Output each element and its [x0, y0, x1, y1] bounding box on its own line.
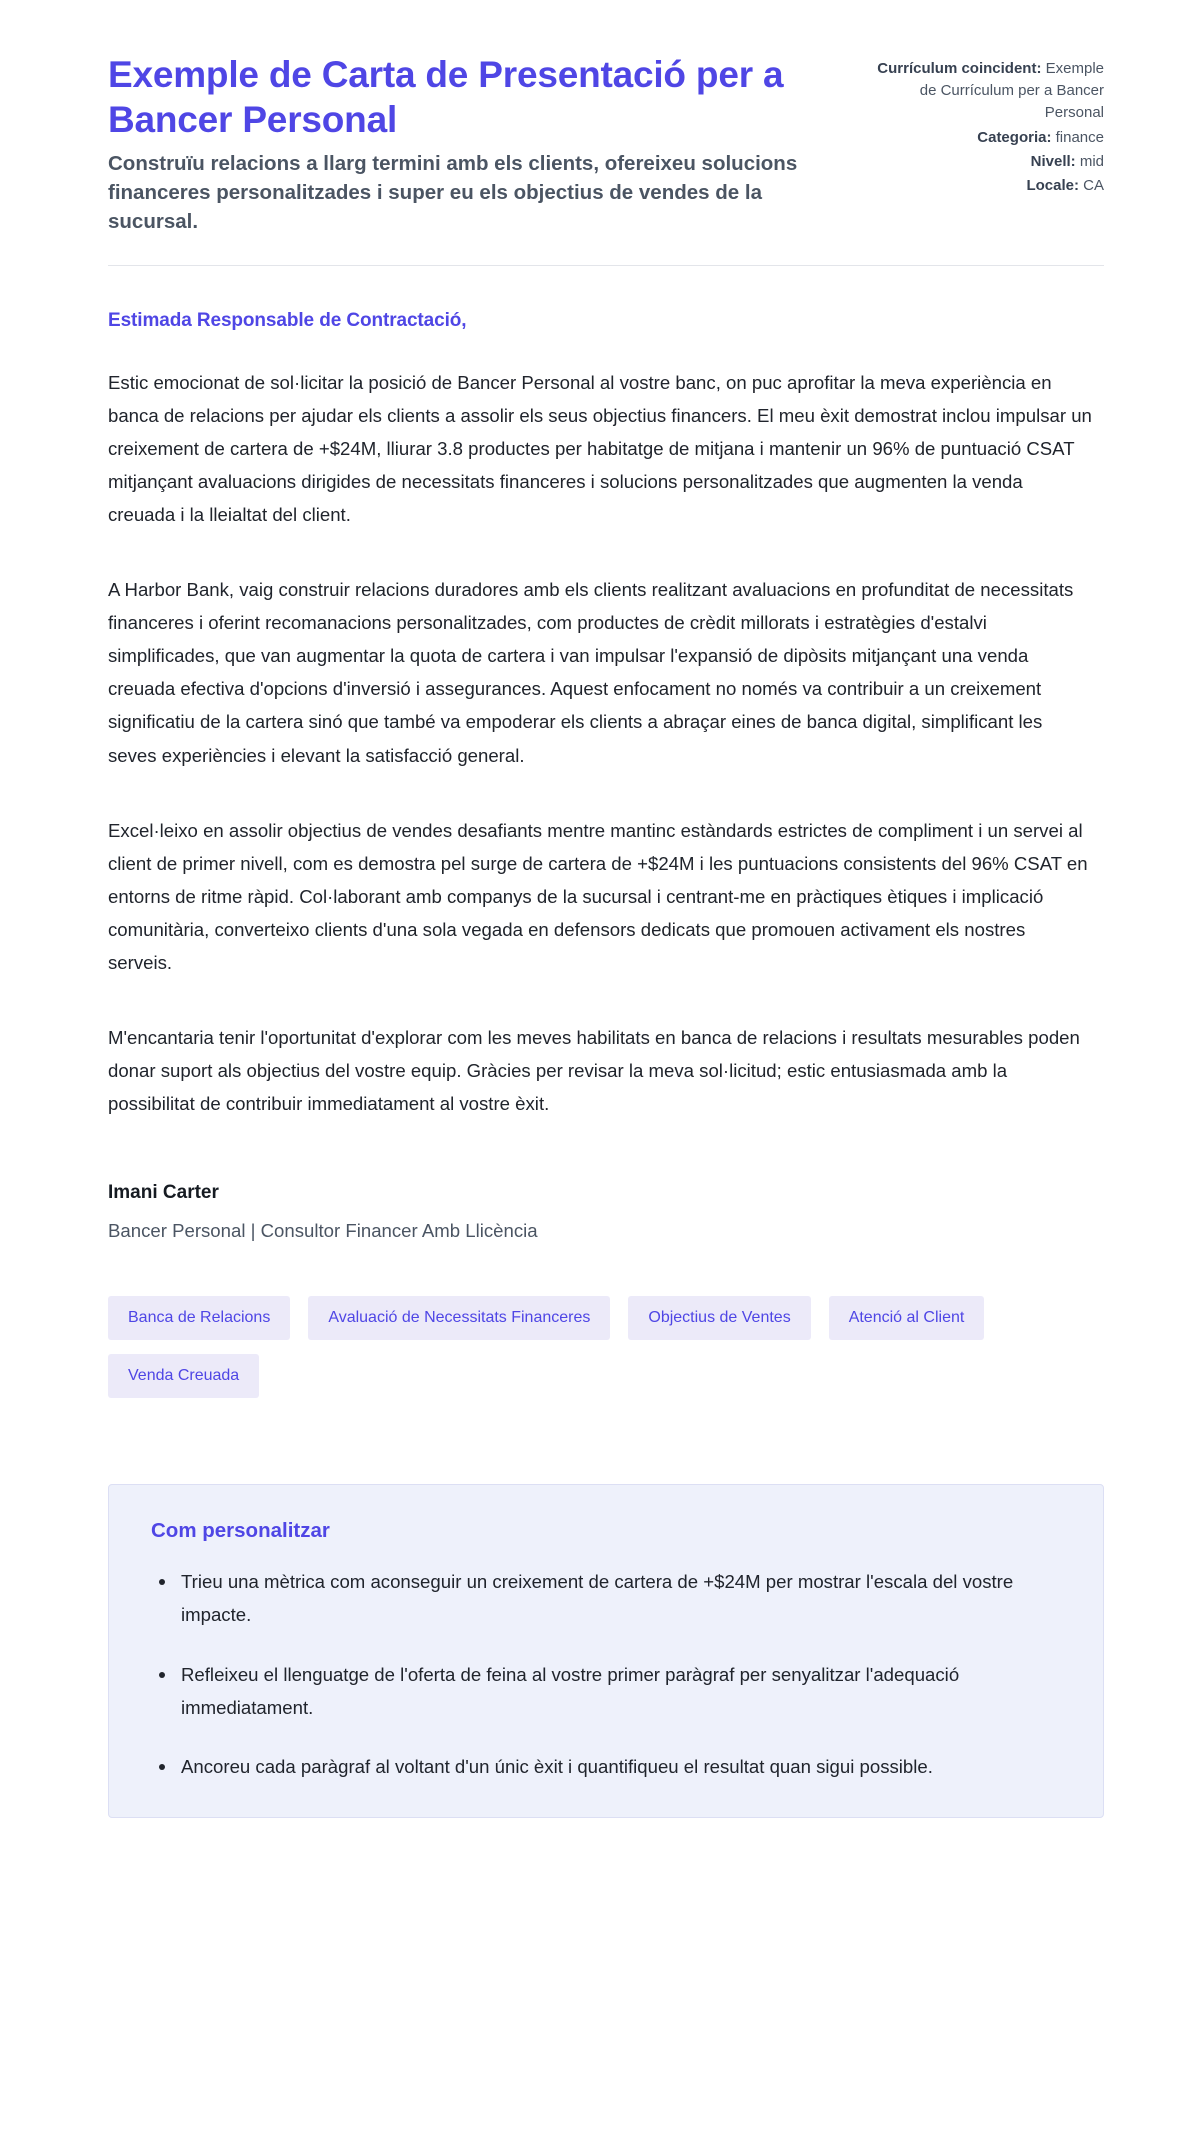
letter-paragraph: Excel·leixo en assolir objectius de vendes desafiants mentre mantinc estàndards estrictes de compliment i un servei al client de primer nivell, com es demostra pel surge de cartera de +$24M i les puntuacions consistents del 96% CSAT en entorns de ritme ràpid. Col·laborant amb companys de la sucursal i centrant-me en pràctiques ètiques i implicació comunitària, converteixo clients d'una sola vegada en defensors dedicats que promouen activament els nostres serveis. — [108, 819, 1088, 973]
header-text-block — [108, 52, 842, 237]
metadata-locale-label: Locale: — [1026, 176, 1079, 194]
metadata-level-label: Nivell: — [1030, 152, 1076, 170]
metadata-matching-resume-label: Currículum coincident: — [877, 60, 1042, 77]
metadata-locale — [876, 175, 1104, 197]
metadata-category-value: finance — [1055, 128, 1104, 146]
how-to-customize-callout — [108, 1484, 1104, 1817]
letter-paragraph: M'encantaria tenir l'oportunitat d'explorar com les meves habilitats en banca de relacions i resultats mesurables poden donar suport als objectius del vostre equip. Gràcies per revisar la meva sol·licitud; estic entusiasmada amb la possibilitat de contribuir immediatament al vostre èxit. — [108, 1027, 1080, 1115]
letter-paragraph: Estic emocionat de sol·licitar la posició de Bancer Personal al vostre banc, on puc aprofitar la meva experiència en banca de relacions per ajudar els clients a assolir els seus objectius financers. El meu èxit demostrat inclou impulsar un creixement de cartera de +$24M, lliurar 3.8 productes per habitatge de mitjana i mantenir un 96% de puntuació CSAT mitjançant avaluacions dirigides de necessitats financeres i solucions personalitzades que augmenten la venda creuada i la lleialtat del client. — [108, 371, 1092, 525]
signature-name: Imani Carter — [108, 1182, 219, 1204]
letter-salutation: Estimada Responsable de Contractació, — [108, 309, 467, 331]
page-header — [108, 52, 1104, 237]
skill-tag[interactable]: Venda Creuada — [108, 1354, 259, 1398]
page-subtitle: Construïu relacions a llarg termini amb els clients, ofereixeu solucions financeres personalitzades i super eu els objectius de vendes de la sucursal. — [108, 152, 798, 234]
skill-tag[interactable]: Banca de Relacions — [108, 1296, 290, 1340]
skill-tag[interactable]: Avaluació de Necessitats Financeres — [308, 1296, 610, 1340]
metadata-matching-resume — [876, 58, 1104, 125]
callout-tip-list — [151, 1565, 1063, 1782]
letter-paragraph: A Harbor Bank, vaig construir relacions duradores amb els clients realitzant avaluacions en profunditat de necessitats financeres i oferint recomanacions personalitzades, com productes de crèdit millorats i estratègies d'estalvi simplificades, que van augmentar la quota de cartera i van impulsar l'expansió de dipòsits mitjançant una venda creuada efectiva d'opcions d'inversió i assegurances. Aquest enfocament no només va contribuir a un creixement significatiu de la cartera sinó que també va empoderar els clients a abraçar eines de banca digital, simplificant les seves experiències i elevant la satisfacció general. — [108, 579, 1074, 766]
skill-tag-list — [108, 1296, 1104, 1398]
metadata-level-value: mid — [1079, 152, 1104, 170]
callout-tip-item: Ancoreu cada paràgraf al voltant d'un únic èxit i quantifiqueu el resultat quan sigui possible. — [177, 1750, 1063, 1783]
metadata-category-label: Categoria: — [977, 128, 1052, 146]
callout-tip-item: Refleixeu el llenguatge de l'oferta de feina al vostre primer paràgraf per senyalitzar l'adequació immediatament. — [177, 1658, 1063, 1724]
metadata-category — [876, 127, 1104, 149]
signature-block — [108, 1182, 1104, 1242]
skill-tag[interactable]: Atenció al Client — [829, 1296, 985, 1340]
page-title: Exemple de Carta de Presentació per a Bancer Personal — [108, 54, 784, 141]
skill-tag[interactable]: Objectius de Ventes — [628, 1296, 810, 1340]
signature-role: Bancer Personal | Consultor Financer Amb Llicència — [108, 1220, 538, 1242]
callout-title: Com personalitzar — [151, 1519, 330, 1543]
callout-tip-item: Trieu una mètrica com aconseguir un creixement de cartera de +$24M per mostrar l'escala del vostre impacte. — [177, 1565, 1063, 1631]
document-metadata — [876, 52, 1104, 199]
letter-body — [108, 266, 1104, 1243]
metadata-locale-value: CA — [1083, 176, 1104, 194]
metadata-matching-resume-value: Exemple de Currículum per a Bancer Personal — [919, 60, 1104, 122]
metadata-level — [876, 151, 1104, 173]
